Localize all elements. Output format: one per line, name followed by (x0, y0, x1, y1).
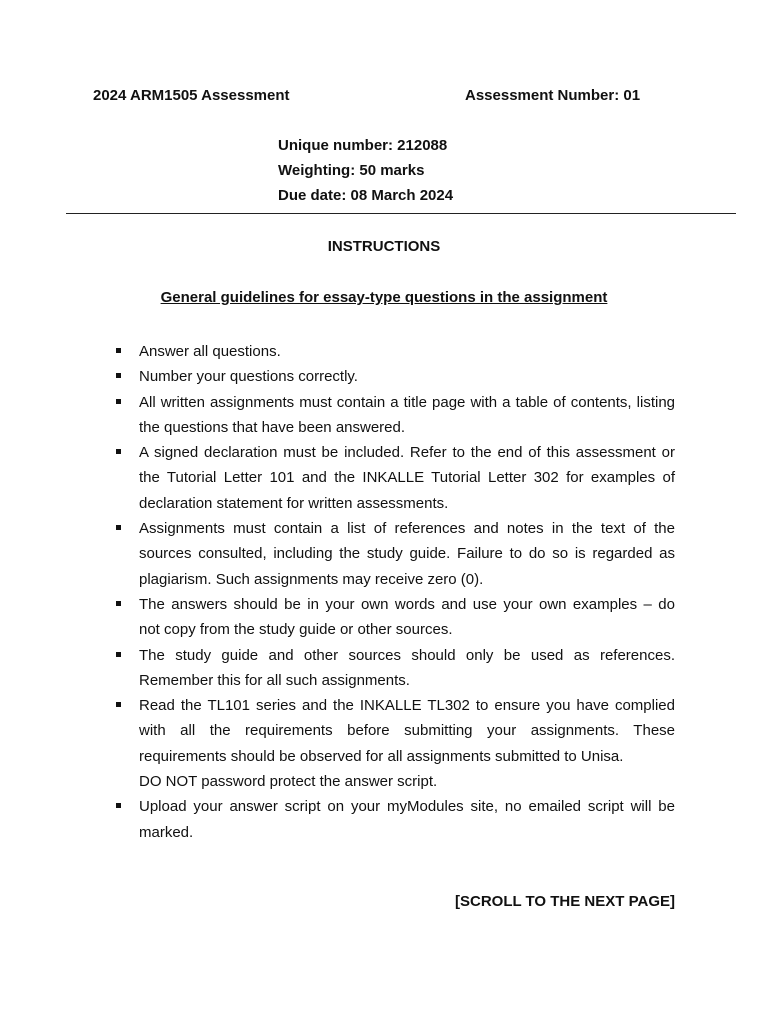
unique-number: Unique number: 212088 (278, 137, 448, 154)
list-item-line: declaration statement for written assessments. (139, 494, 449, 512)
list-item-line: A signed declaration must be included. Refer to the end of this assessment or (139, 444, 675, 462)
assessment-title: 2024 ARM1505 Assessment (93, 87, 290, 104)
weighting: Weighting: 50 marks (278, 162, 425, 179)
list-item-line: The study guide and other sources should only be used as references. (139, 646, 675, 664)
list-item-line: not copy from the study guide or other sources. (139, 621, 453, 639)
assessment-number: Assessment Number: 01 (465, 87, 641, 104)
list-item (113, 339, 675, 364)
bullet-icon (116, 373, 121, 378)
bullet-icon (116, 652, 121, 657)
instructions-heading: INSTRUCTIONS (327, 238, 441, 255)
list-item-line: with all the requirements before submitting your assignments. These (139, 722, 675, 740)
due-date: Due date: 08 March 2024 (278, 187, 454, 204)
list-item-line: the questions that have been answered. (139, 418, 406, 436)
list-item-line: Read the TL101 series and the INKALLE TL302 to ensure you have complied (139, 697, 675, 715)
list-item-line: All written assignments must contain a title page with a table of contents, listing (139, 393, 675, 411)
guidelines-list (113, 339, 675, 845)
list-item-line: sources consulted, including the study guide. Failure to do so is regarded as (139, 545, 675, 563)
list-item-line: The answers should be in your own words and use your own examples – do (139, 595, 675, 613)
bullet-icon (116, 601, 121, 606)
list-item-line: Remember this for all such assignments. (139, 671, 410, 689)
bullet-icon (116, 449, 121, 454)
guidelines-heading: General guidelines for essay-type questions in the assignment (160, 289, 608, 306)
bullet-icon (116, 803, 121, 808)
bullet-icon (116, 348, 121, 353)
bullet-icon (116, 702, 121, 707)
list-item (113, 440, 675, 516)
list-item-line: requirements should be observed for all assignments submitted to Unisa. (139, 747, 624, 765)
list-item (113, 794, 675, 845)
list-item (113, 592, 675, 643)
list-item-line: Upload your answer script on your myModules site, no emailed script will be (139, 798, 675, 816)
list-item (113, 643, 675, 694)
list-item-line: Assignments must contain a list of references and notes in the text of the (139, 520, 675, 538)
list-item (113, 364, 675, 389)
bullet-icon (116, 525, 121, 530)
bullet-icon (116, 399, 121, 404)
list-item-line: plagiarism. Such assignments may receive zero (0). (139, 570, 484, 588)
list-item-line: the Tutorial Letter 101 and the INKALLE Tutorial Letter 302 for examples of (139, 469, 675, 487)
list-item (113, 390, 675, 441)
scroll-next-page-note: [SCROLL TO THE NEXT PAGE] (454, 893, 675, 910)
list-item-line: Answer all questions. (139, 343, 281, 360)
list-item (113, 693, 675, 794)
list-item-line: marked. (139, 823, 194, 841)
list-item-line: Number your questions correctly. (139, 368, 358, 386)
list-item-line: DO NOT password protect the answer script. (139, 773, 438, 791)
list-item (113, 516, 675, 592)
header-divider (66, 213, 736, 214)
